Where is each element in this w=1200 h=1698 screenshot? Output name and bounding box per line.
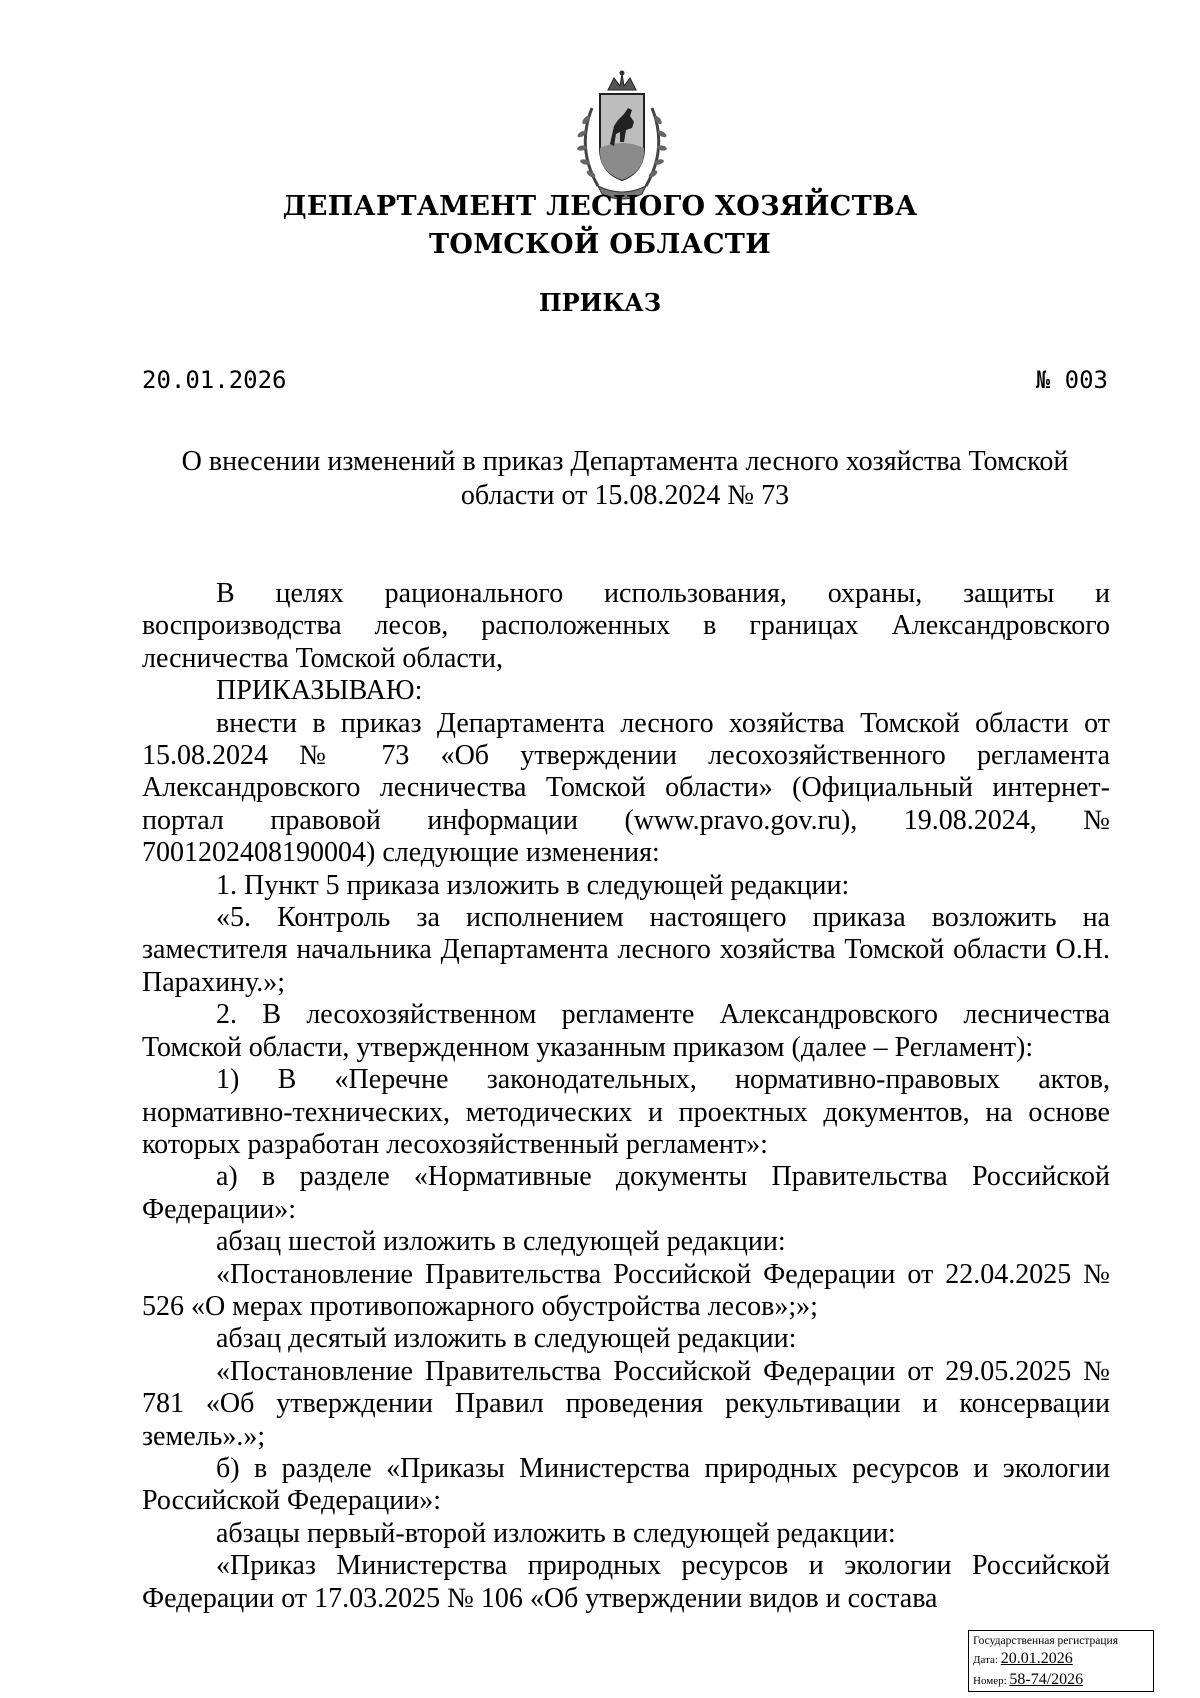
organization-name-line1: ДЕПАРТАМЕНТ ЛЕСНОГО ХОЗЯЙСТВА (282, 191, 918, 222)
body-paragraph: В целях рационального использования, охраны, защиты и воспроизводства лесов, расположенных в границах Александровского лесничества Томской области, (142, 578, 1110, 674)
document-type: ПРИКАЗ (538, 288, 662, 317)
body-paragraph: 1) В «Перечне законодательных, нормативно-правовых актов, нормативно-технических, методических и проектных документов, на основе которых разработан лесохозяйственный регламент»: (142, 1064, 1110, 1160)
body-paragraph: «5. Контроль за исполнением настоящего приказа возложить на заместителя начальника Департамента лесного хозяйства Томской области О.Н. Парахину.»; (142, 902, 1110, 998)
registration-stamp-number (973, 1670, 1149, 1691)
body-paragraph: а) в разделе «Нормативные документы Правительства Российской Федерации»: (142, 1161, 1110, 1225)
body-paragraph: абзац десятый изложить в следующей редакции: (216, 1323, 797, 1355)
document-number: № 003 (1035, 366, 1108, 394)
body-paragraph: б) в разделе «Приказы Министерства природных ресурсов и экологии Российской Федерации»: (142, 1452, 1110, 1517)
body-paragraph: абзацы первый-второй изложить в следующей редакции: (216, 1517, 896, 1549)
body-paragraph: абзац шестой изложить в следующей редакции: (216, 1226, 786, 1258)
document-date: 20.01.2026 (142, 366, 287, 394)
tomsk-region-coat-of-arms-icon (562, 68, 682, 208)
registration-date-label: Дата: (973, 1654, 998, 1666)
body-paragraph: 1. Пункт 5 приказа изложить в следующей редакции: (216, 869, 850, 901)
registration-stamp-title: Государственная регистрация (973, 1635, 1118, 1647)
body-paragraph: внести в приказ Департамента лесного хозяйства Томской области от 15.08.2024 № 73 «Об утверждении лесохозяйственного регламента Александровского лесничества Томской области» (Официальный интернет-портал правовой информации (www.pravo.gov.ru), 19.08.2024, № 7001202408190004) следующие изменения: (142, 707, 1110, 869)
registration-date-value: 20.01.2026 (1000, 1650, 1073, 1667)
registration-stamp (968, 1630, 1154, 1692)
registration-stamp-date (973, 1649, 1149, 1670)
body-paragraph: «Приказ Министерства природных ресурсов и экологии Российской Федерации от 17.03.2025 № 106 «Об утверждении видов и состава (142, 1550, 1110, 1614)
document-subject: О внесении изменений в приказ Департамента лесного хозяйства Томской области от 15.08.2024 № 73 (181, 446, 1069, 511)
registration-number-label: Номер: (973, 1675, 1007, 1687)
organization-name-line2: ТОМСКОЙ ОБЛАСТИ (428, 229, 772, 260)
body-paragraph: «Постановление Правительства Российской Федерации от 29.05.2025 № 781 «Об утверждении Правил проведения рекультивации и консервации земель».»; (142, 1355, 1110, 1452)
body-paragraph: «Постановление Правительства Российской Федерации от 22.04.2025 № 526 «О мерах противопожарного обустройства лесов»;»; (142, 1258, 1110, 1322)
document-body (142, 578, 1110, 1615)
body-paragraph: ПРИКАЗЫВАЮ: (216, 675, 423, 707)
body-paragraph: 2. В лесохозяйственном регламенте Александровского лесничества Томской области, утвержденном указанным приказом (далее – Регламент): (142, 999, 1110, 1063)
registration-number-value: 58-74/2026 (1009, 1671, 1084, 1688)
organization-name (0, 188, 1200, 264)
